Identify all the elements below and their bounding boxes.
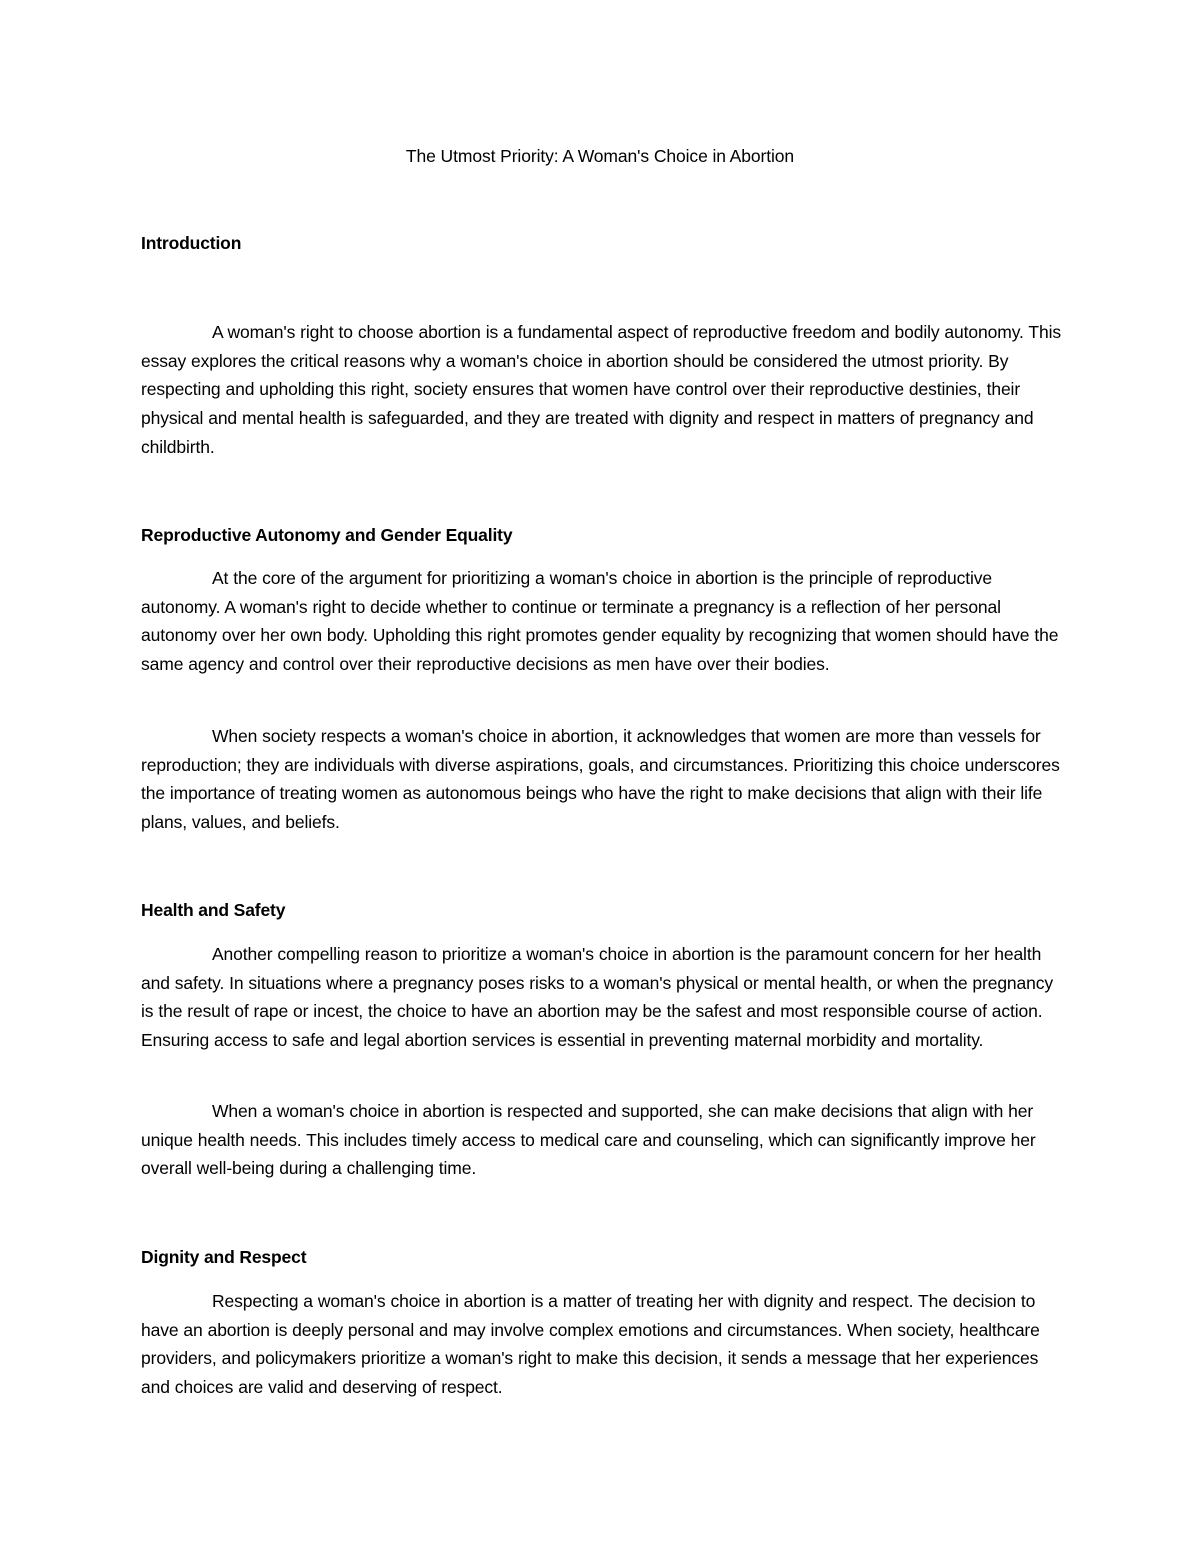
paragraph-reproductive-autonomy-2: When society respects a woman's choice in abortion, it acknowledges that women are more than vessels for reproduction; they are individuals with diverse aspirations, goals, and circumstances. Prioritizing this choice underscores the importance of treating women as autonomous beings who have the right to make decisions that align with their life plans, values, and beliefs.: [141, 726, 1060, 833]
section-heading-introduction: Introduction: [141, 233, 242, 253]
section-heading-reproductive-autonomy: Reproductive Autonomy and Gender Equality: [141, 525, 513, 545]
section-heading-dignity-respect: Dignity and Respect: [141, 1247, 307, 1267]
document-title: The Utmost Priority: A Woman's Choice in Abortion: [405, 146, 795, 166]
paragraph-health-safety-2: When a woman's choice in abortion is respected and supported, she can make decisions that align with her unique health needs. This includes timely access to medical care and counseling, which can significantly improve her overall well-being during a challenging time.: [141, 1101, 1036, 1179]
paragraph-reproductive-autonomy-1: At the core of the argument for prioritizing a woman's choice in abortion is the principle of reproductive autonomy. A woman's right to decide whether to continue or terminate a pregnancy is a reflection of her personal autonomy over her own body. Upholding this right promotes gender equality by recognizing that women should have the same agency and control over their reproductive decisions as men have over their bodies.: [141, 568, 1059, 675]
paragraph-health-safety-1: Another compelling reason to prioritize a woman's choice in abortion is the paramount concern for her health and safety. In situations where a pregnancy poses risks to a woman's physical or mental health, or when the pregnancy is the result of rape or incest, the choice to have an abortion may be the safest and most responsible course of action. Ensuring access to safe and legal abortion services is essential in preventing maternal morbidity and mortality.: [141, 944, 1054, 1051]
section-heading-health-safety: Health and Safety: [141, 900, 286, 920]
paragraph-dignity-respect: Respecting a woman's choice in abortion is a matter of treating her with dignity and respect. The decision to have an abortion is deeply personal and may involve complex emotions and circumstances. When society, healthcare providers, and policymakers prioritize a woman's right to make this decision, it sends a message that her experiences and choices are valid and deserving of respect.: [141, 1291, 1040, 1398]
paragraph-introduction: A woman's right to choose abortion is a fundamental aspect of reproductive freedom and bodily autonomy. This essay explores the critical reasons why a woman's choice in abortion should be considered the utmost priority. By respecting and upholding this right, society ensures that women have control over their reproductive destinies, their physical and mental health is safeguarded, and they are treated with dignity and respect in matters of pregnancy and childbirth.: [141, 322, 1061, 457]
